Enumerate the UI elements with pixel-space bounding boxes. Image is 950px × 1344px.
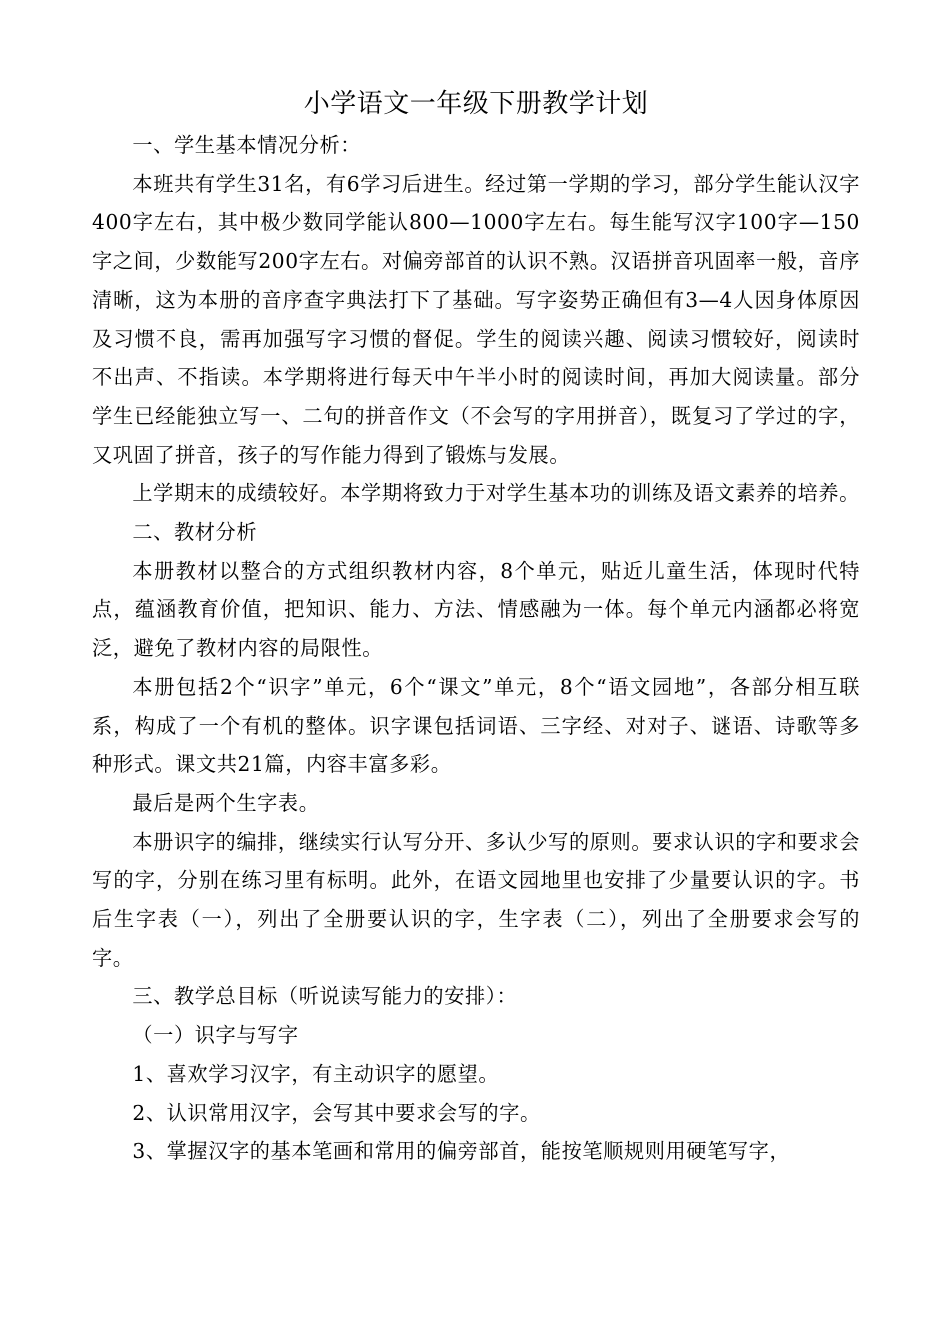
paragraph-textbook-organization: 本册教材以整合的方式组织教材内容，8个单元，贴近儿童生活，体现时代特点，蕴涵教育价值，把知识、能力、方法、情感融为一体。每个单元内涵都必将宽泛，避免了教材内容的局限性。 <box>92 558 860 661</box>
document-title: 小学语文一年级下册教学计划 <box>303 89 649 119</box>
subheading-literacy-writing: （一）识字与写字 <box>132 1023 299 1048</box>
section-heading-textbook-analysis: 二、教材分析 <box>132 520 258 545</box>
paragraph-student-situation: 本班共有学生31名，有6学习后进生。经过第一学期的学习，部分学生能认汉字400字左右，其中极少数同学能认800—1000字左右。每生能写汉字100字—150字之间，少数能写200字左右。对偏旁部首的认识不熟。汉语拼音巩固率一般，音序清晰，这为本册的音序查字典法打下了基础。写字姿势正确但有3—4人因身体原因及习惯不良，需再加强写字习惯的督促。学生的阅读兴趣、阅读习惯较好，阅读时不出声、不指读。本学期将进行每天中午半小时的阅读时间，再加大阅读量。部分学生已经能独立写一、二句的拼音作文（不会写的字用拼音），既复习了学过的字，又巩固了拼音，孩子的写作能力得到了锻炼与发展。 <box>92 171 860 467</box>
paragraph-literacy-arrangement: 本册识字的编排，继续实行认写分开、多认少写的原则。要求认识的字和要求会写的字，分别在练习里有标明。此外，在语文园地里也安排了少量要认识的字。书后生字表（一），列出了全册要认识的字，生字表（二），列出了全册要求会写的字。 <box>92 829 860 970</box>
document-page <box>92 84 860 1171</box>
section-heading-teaching-goals: 三、教学总目标（听说读写能力的安排）： <box>132 984 518 1009</box>
paragraph-textbook-units: 本册包括2个“识字”单元，6个“课文”单元，8个“语文园地”，各部分相互联系，构成了一个有机的整体。识字课包括词语、三字经、对对子、谜语、诗歌等多种形式。课文共21篇，内容丰富多彩。 <box>92 674 860 777</box>
list-item: 2、认识常用汉字，会写其中要求会写的字。 <box>132 1100 541 1125</box>
list-item: 1、喜欢学习汉字，有主动识字的愿望。 <box>132 1061 500 1086</box>
paragraph-character-tables: 最后是两个生字表。 <box>132 790 320 815</box>
paragraph-last-term-results: 上学期末的成绩较好。本学期将致力于对学生基本功的训练及语文素养的培养。 <box>132 481 860 506</box>
section-heading-student-analysis: 一、学生基本情况分析： <box>132 133 362 157</box>
list-item: 3、掌握汉字的基本笔画和常用的偏旁部首，能按笔顺规则用硬笔写字， <box>132 1139 791 1164</box>
